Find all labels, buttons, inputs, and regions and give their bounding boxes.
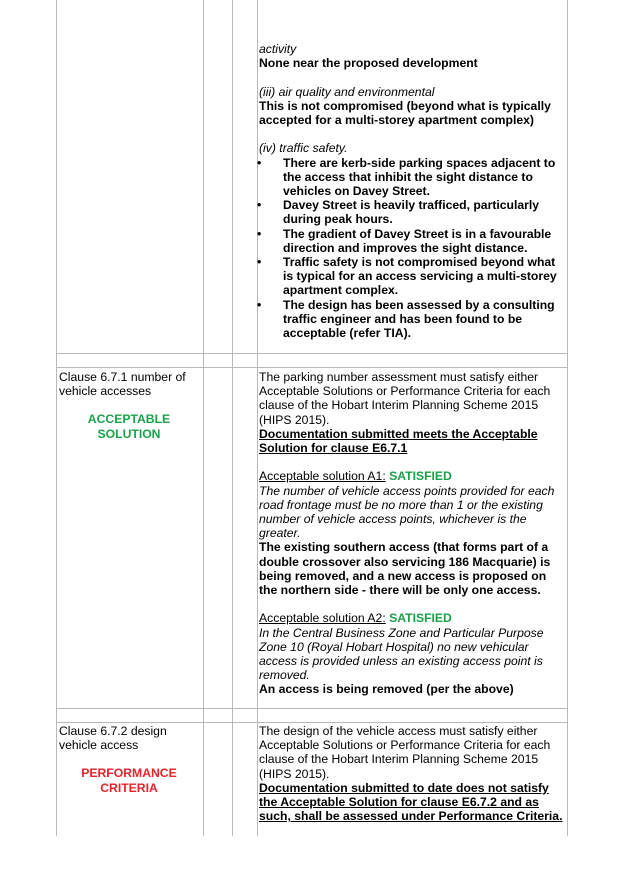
a2-status: SATISFIED — [389, 611, 452, 626]
a1-heading: Acceptable solution A1: SATISFIED — [259, 469, 452, 484]
clause-672-intro: The design of the vehicle access must satisfy either Acceptable Solutions or Performance Criteria for each clause of the Hobart Interim Planning Scheme 2015 (HIPS 2015). — [259, 724, 551, 781]
clause-672-title: Clause 6.7.2 design vehicle access — [59, 724, 167, 753]
activity-value: None near the proposed development — [259, 56, 478, 71]
table-column-divider — [257, 0, 258, 836]
row-divider — [56, 708, 567, 709]
air-quality-label: (iii) air quality and environmental — [259, 84, 435, 99]
a2-text: In the Central Business Zone and Particular Purpose Zone 10 (Royal Hobart Hospital) no new vehicular access is provided unless an existing access point is removed. — [259, 625, 544, 683]
table-column-divider — [232, 0, 233, 836]
row-divider — [56, 722, 567, 723]
list-item: • The design has been assessed by a consulting traffic engineer and has been found to be acceptable (refer TIA). — [257, 297, 555, 341]
clause-671-cell — [59, 370, 199, 441]
bullet-icon: • — [257, 155, 262, 170]
table-column-divider — [203, 0, 204, 836]
clause-671-title: Clause 6.7.1 number of vehicle accesses — [59, 370, 186, 399]
bullet-icon: • — [257, 226, 262, 241]
list-item: • Traffic safety is not compromised beyond what is typical for an access servicing a multi-storey apartment complex. — [257, 255, 557, 298]
list-item: • The gradient of Davey Street is in a favourable direction and improves the sight distance. — [257, 226, 552, 255]
traffic-safety-list — [259, 156, 567, 341]
row-divider — [56, 353, 567, 354]
a2-response: An access is being removed (per the above) — [259, 682, 514, 697]
a1-text: The number of vehicle access points provided for each road frontage must be no more than 1 or the existing number of vehicle access points, whichever is the greater. — [259, 483, 555, 541]
clause-672-assessment — [259, 724, 567, 823]
bullet-icon: • — [257, 255, 262, 270]
table-border-left — [56, 0, 57, 836]
status-badge: PERFORMANCE CRITERIA — [81, 766, 177, 795]
bullet-icon: • — [257, 198, 262, 213]
row-divider — [56, 367, 567, 368]
activity-label: activity — [259, 42, 297, 56]
bullet-icon: • — [257, 297, 262, 312]
traffic-safety-label: (iv) traffic safety. — [259, 141, 348, 156]
list-item: • There are kerb-side parking spaces adjacent to the access that inhibit the sight distance to vehicles on Davey Street. — [257, 155, 556, 198]
air-quality-value: This is not compromised (beyond what is typically accepted for a multi-storey apartment complex) — [259, 98, 551, 127]
clause-671-statement: Documentation submitted meets the Acceptable Solution for clause E6.7.1 — [259, 426, 538, 456]
traffic-assessment-cell — [259, 42, 567, 340]
clause-671-assessment — [259, 370, 567, 697]
a2-heading: Acceptable solution A2: SATISFIED — [259, 611, 452, 626]
list-item: • Davey Street is heavily trafficed, particularly during peak hours. — [257, 198, 540, 227]
clause-671-intro: The parking number assessment must satisfy either Acceptable Solutions or Performance Criteria for each clause of the Hobart Interim Planning Scheme 2015 (HIPS 2015). — [259, 370, 551, 427]
table-border-right — [567, 0, 568, 836]
clause-672-statement: Documentation submitted to date does not satisfy the Acceptable Solution for clause E6.7.2 and as such, shall be assessed under Performance Criteria. — [259, 780, 563, 824]
status-badge: ACCEPTABLE SOLUTION — [87, 412, 171, 441]
a1-response: The existing southern access (that forms part of a double crossover also servicing 186 Macquarie) is being removed, and a new access is proposed on the northern side - there will be only one access. — [259, 540, 551, 598]
clause-672-cell — [59, 724, 199, 795]
a1-status: SATISFIED — [389, 469, 452, 484]
